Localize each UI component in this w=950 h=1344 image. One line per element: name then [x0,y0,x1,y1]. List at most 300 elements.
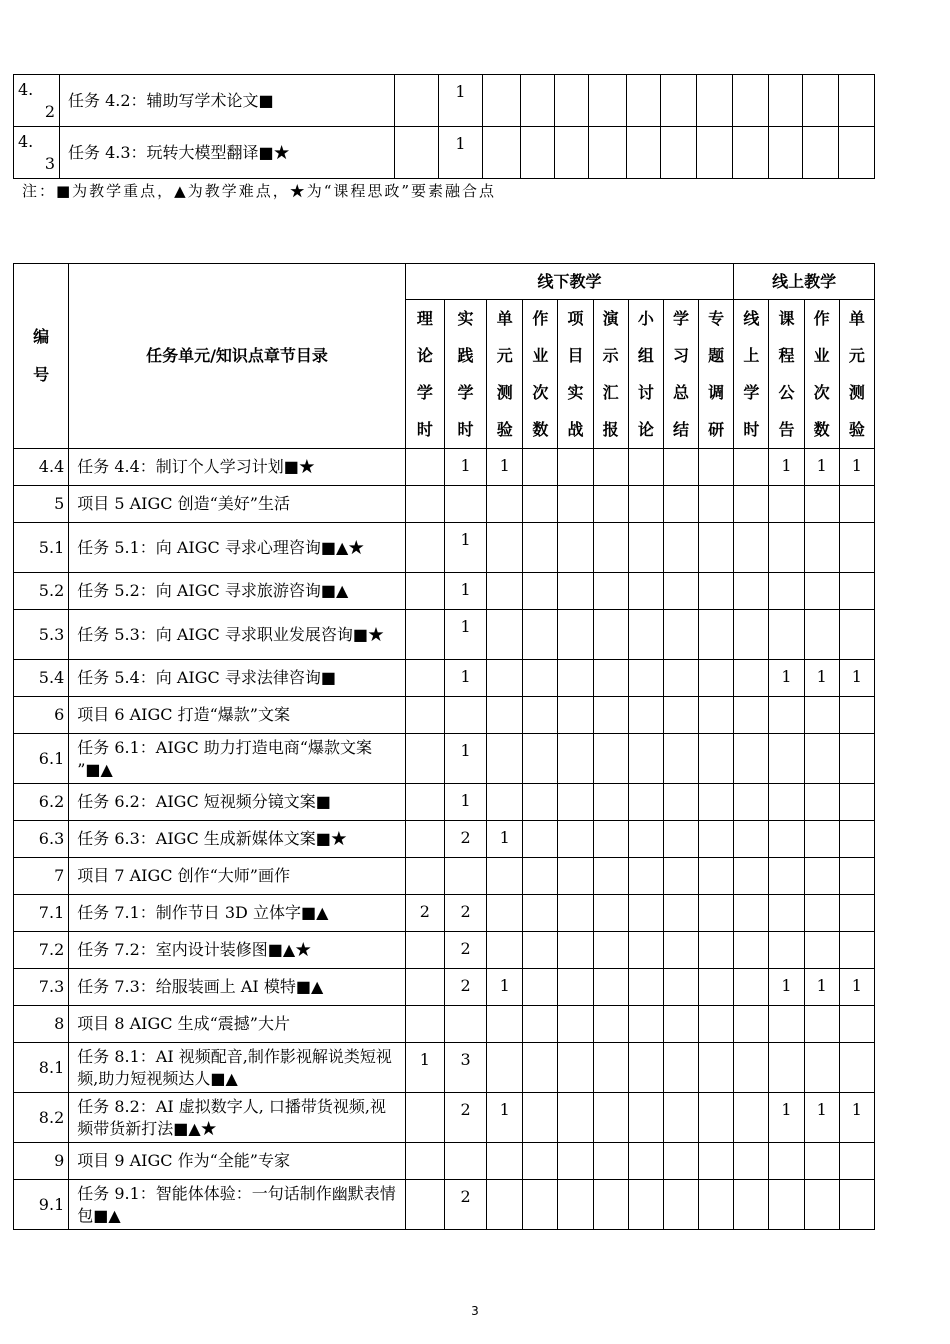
row-value: 2 [444,1093,486,1143]
row-value [699,697,734,734]
row-value [593,1043,628,1093]
row-value [663,573,698,610]
row-value: 1 [405,1043,444,1093]
column-header [523,300,558,449]
header-offline: 线下教学 [405,264,734,300]
table-row [14,1093,875,1143]
row-value [839,610,874,660]
row-value [628,895,663,932]
row-value [839,486,874,523]
row-value [734,1006,769,1043]
row-value [555,75,589,127]
row-value [593,486,628,523]
column-header [593,300,628,449]
row-value [769,734,804,784]
row-value: 1 [804,1093,839,1143]
row-value [663,697,698,734]
row-value [839,697,874,734]
row-value [444,486,486,523]
row-value [628,1043,663,1093]
row-number: 5.3 [14,610,69,660]
row-value [628,697,663,734]
row-value [839,127,875,179]
row-value [699,1180,734,1230]
row-value [769,895,804,932]
row-value [804,858,839,895]
row-value [589,127,627,179]
row-value [487,486,523,523]
row-value [628,734,663,784]
row-value [804,573,839,610]
row-value [769,821,804,858]
row-value [523,486,558,523]
row-value [523,449,558,486]
row-value [628,523,663,573]
row-value [405,969,444,1006]
row-value [663,1006,698,1043]
row-task: 任务 7.1：制作节日 3D 立体字■▲ [69,895,406,932]
row-value [699,895,734,932]
row-value [663,1143,698,1180]
row-value [405,1093,444,1143]
row-value [734,932,769,969]
row-value [733,75,769,127]
row-value [699,734,734,784]
row-value [734,449,769,486]
table-row [14,1006,875,1043]
table-row [14,895,875,932]
row-value [523,821,558,858]
column-header-label: 作 业 次 数 [532,309,549,439]
column-header [769,300,804,449]
row-value [523,1006,558,1043]
row-value [804,697,839,734]
row-value [395,127,439,179]
row-value [558,1043,593,1093]
row-value [523,969,558,1006]
row-value [734,1143,769,1180]
row-value [558,1006,593,1043]
row-value [593,1180,628,1230]
table-row [14,127,875,179]
row-task: 项目 7 AIGC 创作“大师”画作 [69,858,406,895]
row-value [523,1093,558,1143]
row-task: 任务 5.1：向 AIGC 寻求心理咨询■▲★ [69,523,406,573]
row-value [593,1143,628,1180]
table-row [14,1143,875,1180]
row-value [734,858,769,895]
row-value [663,486,698,523]
row-value [663,969,698,1006]
row-value: 1 [804,660,839,697]
table-row [14,969,875,1006]
row-value [405,573,444,610]
row-value [523,697,558,734]
row-value [627,127,661,179]
row-task: 项目 9 AIGC 作为“全能”专家 [69,1143,406,1180]
row-value [699,573,734,610]
row-value [558,486,593,523]
row-value [839,1006,874,1043]
row-value [589,75,627,127]
row-value [558,573,593,610]
row-value [628,1093,663,1143]
row-value [523,1180,558,1230]
row-value: 2 [444,1180,486,1230]
row-value [734,573,769,610]
legend-note: 注：■为教学重点，▲为教学难点，★为“课程思政”要素融合点 [22,182,497,200]
row-value [663,523,698,573]
row-value [593,734,628,784]
row-value [769,610,804,660]
row-value [663,932,698,969]
row-task: 任务 9.1：智能体体验：一句话制作幽默表情包■▲ [69,1180,406,1230]
row-value [699,969,734,1006]
row-value [558,932,593,969]
row-value [487,660,523,697]
row-value [593,610,628,660]
row-value [593,784,628,821]
row-value [444,858,486,895]
column-header [804,300,839,449]
row-value [839,523,874,573]
row-value [487,573,523,610]
row-value: 1 [804,449,839,486]
row-task: 任务 6.3：AIGC 生成新媒体文案■★ [69,821,406,858]
table-row [14,697,875,734]
row-value [444,1006,486,1043]
row-value [558,858,593,895]
row-value: 1 [439,75,483,127]
row-value [627,75,661,127]
column-header-label: 小 组 讨 论 [637,309,654,439]
row-value [628,486,663,523]
row-task: 任务 7.3：给服装画上 AI 模特■▲ [69,969,406,1006]
row-value: 1 [444,784,486,821]
row-value [661,127,697,179]
row-value: 1 [487,969,523,1006]
table-row [14,573,875,610]
column-header [699,300,734,449]
row-task: 任务 5.3：向 AIGC 寻求职业发展咨询■★ [69,610,406,660]
row-task: 任务 6.1：AIGC 助力打造电商“爆款文案 ”■▲ [69,734,406,784]
row-value [769,127,803,179]
row-value [487,1043,523,1093]
row-value [483,127,521,179]
row-number: 6.3 [14,821,69,858]
row-value [734,1043,769,1093]
row-value [663,610,698,660]
row-value [523,1143,558,1180]
column-header-label: 单 元 测 验 [496,309,513,439]
row-value [558,784,593,821]
row-number: 6.1 [14,734,69,784]
row-number: 5.1 [14,523,69,573]
row-value [405,932,444,969]
row-value [663,784,698,821]
row-value [663,1180,698,1230]
row-task: 项目 6 AIGC 打造“爆款”文案 [69,697,406,734]
row-value [804,1180,839,1230]
row-value [734,821,769,858]
row-value [593,1093,628,1143]
header-num-label: 编 号 [33,327,50,384]
row-number: 7 [14,858,69,895]
top-continuation-table [13,74,875,179]
row-value [661,75,697,127]
row-value [804,821,839,858]
row-value [593,858,628,895]
row-number: 4. 2 [14,75,60,127]
row-value [839,895,874,932]
row-value [483,75,521,127]
row-value [804,734,839,784]
row-value [628,784,663,821]
row-value [699,932,734,969]
row-value [839,932,874,969]
row-value [699,784,734,821]
row-value: 1 [444,573,486,610]
row-task: 任务 4.3：玩转大模型翻译■★ [60,127,395,179]
row-value: 2 [405,895,444,932]
row-value [699,660,734,697]
row-value [405,610,444,660]
row-value: 2 [444,895,486,932]
row-value [487,1180,523,1230]
row-value [663,660,698,697]
row-value [663,734,698,784]
row-value [405,858,444,895]
row-value [628,449,663,486]
row-value [628,932,663,969]
row-value [593,932,628,969]
row-value [769,784,804,821]
row-value [405,660,444,697]
row-value [405,734,444,784]
row-value [804,486,839,523]
row-value [697,127,733,179]
row-value [663,1093,698,1143]
row-value [558,660,593,697]
row-value [628,1006,663,1043]
table-row [14,821,875,858]
row-value [593,697,628,734]
row-value: 3 [444,1043,486,1093]
column-header-label: 作 业 次 数 [813,309,830,439]
row-value: 1 [839,449,874,486]
row-number: 6 [14,697,69,734]
row-value [521,127,555,179]
row-value [558,449,593,486]
row-task: 任务 8.1：AI 视频配音,制作影视解说类短视频,助力短视频达人■▲ [69,1043,406,1093]
row-value [804,1006,839,1043]
row-value [593,895,628,932]
row-value [487,858,523,895]
row-value [593,523,628,573]
row-value [804,1143,839,1180]
row-value: 1 [444,610,486,660]
row-value: 1 [839,1093,874,1143]
row-value [804,932,839,969]
row-value [699,821,734,858]
row-value [405,1006,444,1043]
header-online: 线上教学 [734,264,875,300]
row-task: 任务 5.2：向 AIGC 寻求旅游咨询■▲ [69,573,406,610]
column-header [663,300,698,449]
row-value [769,486,804,523]
row-value [733,127,769,179]
row-value [839,1143,874,1180]
header-task: 任务单元/知识点章节目录 [69,264,406,449]
row-value [593,1006,628,1043]
row-number: 5.2 [14,573,69,610]
row-value [628,573,663,610]
row-number: 4.4 [14,449,69,486]
row-value [558,1093,593,1143]
row-value [487,1006,523,1043]
column-header-label: 理 论 学 时 [416,309,433,439]
row-value [523,573,558,610]
row-number: 5 [14,486,69,523]
row-value [523,932,558,969]
row-value [523,895,558,932]
row-value [734,734,769,784]
column-header-label: 演 示 汇 报 [602,309,619,439]
column-header-label: 学 习 总 结 [672,309,689,439]
column-header-label: 课 程 公 告 [778,309,795,439]
row-value [839,734,874,784]
row-value [405,523,444,573]
column-header-label: 单 元 测 验 [848,309,865,439]
row-value [804,784,839,821]
row-number: 8 [14,1006,69,1043]
row-task: 任务 4.4：制订个人学习计划■★ [69,449,406,486]
row-value [663,858,698,895]
row-value [839,75,875,127]
row-value [444,1143,486,1180]
row-value [558,1143,593,1180]
row-value [555,127,589,179]
table-row [14,1180,875,1230]
row-value [523,660,558,697]
row-value [487,784,523,821]
column-header [405,300,444,449]
row-value [697,75,733,127]
row-number: 9.1 [14,1180,69,1230]
row-value [699,523,734,573]
row-value [405,1143,444,1180]
row-value [804,895,839,932]
row-value [558,523,593,573]
row-number: 8.1 [14,1043,69,1093]
row-value [558,821,593,858]
row-value [769,75,803,127]
row-value [558,1180,593,1230]
row-value: 1 [487,821,523,858]
row-value [699,1006,734,1043]
row-value [699,1043,734,1093]
row-value [769,1043,804,1093]
row-value [523,734,558,784]
row-value [734,486,769,523]
column-header [839,300,874,449]
row-value [405,449,444,486]
row-value [593,449,628,486]
row-value [663,449,698,486]
row-value: 1 [439,127,483,179]
row-value [593,821,628,858]
row-value: 1 [769,660,804,697]
row-value [663,1043,698,1093]
table-row [14,610,875,660]
row-value [405,697,444,734]
row-value: 2 [444,821,486,858]
table-row [14,449,875,486]
row-value [769,1143,804,1180]
row-value: 1 [444,660,486,697]
row-value [405,1180,444,1230]
row-number: 4. 3 [14,127,60,179]
row-value [523,610,558,660]
row-value [487,932,523,969]
row-value [769,1180,804,1230]
table-row [14,932,875,969]
row-task: 任务 7.2：室内设计装修图■▲★ [69,932,406,969]
header-num [14,264,69,449]
row-value [523,1043,558,1093]
row-value [395,75,439,127]
column-header [628,300,663,449]
row-value [734,660,769,697]
row-number: 7.2 [14,932,69,969]
row-value [839,1043,874,1093]
row-value [804,610,839,660]
row-number: 7.1 [14,895,69,932]
table-row [14,523,875,573]
row-value [523,523,558,573]
row-value [628,821,663,858]
row-value [699,449,734,486]
table-row [14,734,875,784]
row-value [769,1006,804,1043]
row-value: 1 [804,969,839,1006]
row-value [769,523,804,573]
table-row [14,1043,875,1093]
row-value [628,1143,663,1180]
row-value [593,969,628,1006]
row-value [734,610,769,660]
column-header [558,300,593,449]
row-value [628,969,663,1006]
row-value [593,660,628,697]
row-number: 6.2 [14,784,69,821]
column-header [487,300,523,449]
row-value [523,784,558,821]
row-value [804,523,839,573]
row-value [628,660,663,697]
row-value [734,697,769,734]
row-value [839,573,874,610]
row-value [444,697,486,734]
row-value [405,821,444,858]
row-value [699,610,734,660]
row-task: 任务 5.4：向 AIGC 寻求法律咨询■ [69,660,406,697]
row-number: 8.2 [14,1093,69,1143]
row-value [839,784,874,821]
row-value: 1 [487,449,523,486]
row-value [558,697,593,734]
row-value [734,895,769,932]
